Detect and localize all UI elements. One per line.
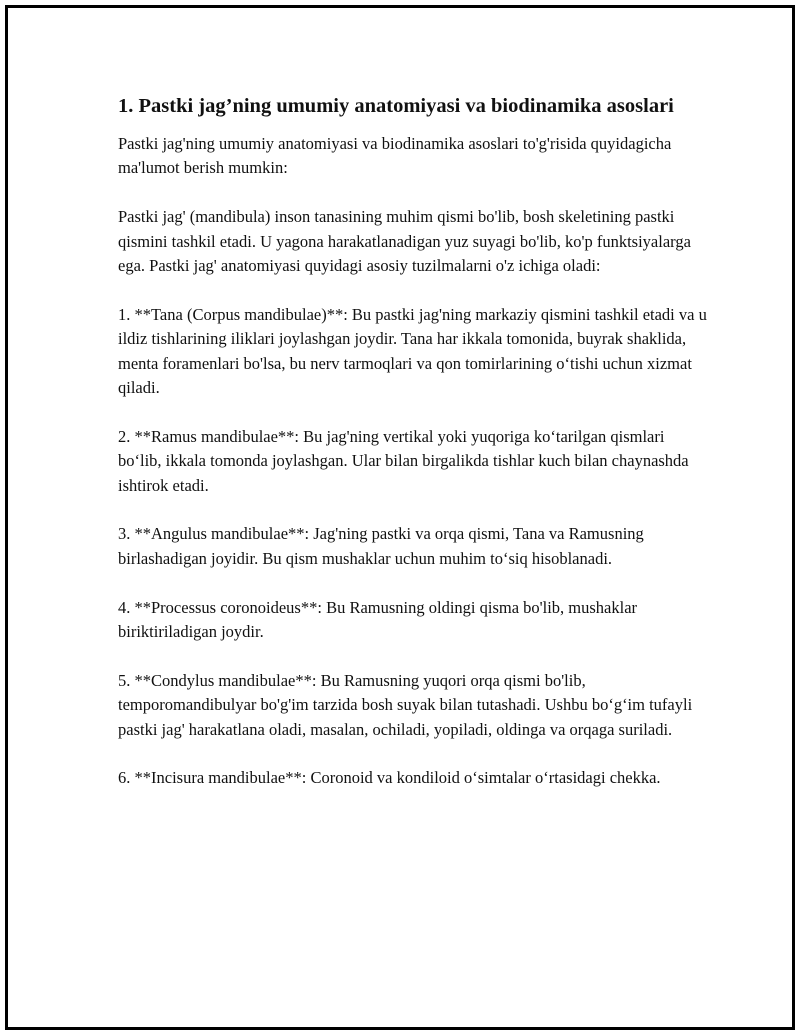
- list-item-corpus: 1. **Tana (Corpus mandibulae)**: Bu pastki jag'ning markaziy qismini tashkil etadi va u ildiz tishlarining iliklari joylashgan joydir. Tana har ikkala tomonida, buyrak shaklida, menta foramenlari bo'lsa, bu nerv tarmoqlari va qon tomirlarining o‘tishi uchun xizmat qiladi.: [118, 304, 707, 398]
- list-item-processus: 4. **Processus coronoideus**: Bu Ramusning oldingi qisma bo'lib, mushaklar biriktiriladigan joydir.: [118, 597, 638, 642]
- document-body: [118, 92, 708, 791]
- list-item-ramus: 2. **Ramus mandibulae**: Bu jag'ning vertikal yoki yuqoriga ko‘tarilgan qismlari bo‘lib, ikkala tomonda joylashgan. Ular bilan birgalikda tishlar kuch bilan chaynashda ishtirok etadi.: [118, 426, 689, 495]
- intro-paragraph: Pastki jag'ning umumiy anatomiyasi va biodinamika asoslari to'g'risida quyidagicha ma'lumot berish mumkin:: [118, 134, 672, 178]
- mandibula-overview-paragraph: Pastki jag' (mandibula) inson tanasining muhim qismi bo'lib, bosh skeletining pastki qismini tashkil etadi. U yagona harakatlanadigan yuz suyagi bo'lib, ko'p funktsiyalarga ega. Pastki jag' anatomiyasi quyidagi asosiy tuzilmalarni o'z ichiga oladi:: [118, 207, 691, 276]
- section-heading: 1. Pastki jag’ning umumiy anatomiyasi va biodinamika asoslari: [118, 95, 674, 117]
- list-item-incisura: 6. **Incisura mandibulae**: Coronoid va kondiloid o‘simtalar o‘rtasidagi chekka.: [118, 768, 661, 788]
- list-item-condylus: 5. **Condylus mandibulae**: Bu Ramusning yuqori orqa qismi bo'lib, temporomandibulyar bo'g'im tarzida bosh suyak bilan tutashadi. Ushbu bo‘g‘im tufayli pastki jag' harakatlana oladi, masalan, ochiladi, yopiladi, oldinga va orqaga suriladi.: [118, 670, 693, 739]
- list-item-angulus: 3. **Angulus mandibulae**: Jag'ning pastki va orqa qismi, Tana va Ramusning birlashadigan joyidir. Bu qism mushaklar uchun muhim to‘siq hisoblanadi.: [118, 524, 644, 568]
